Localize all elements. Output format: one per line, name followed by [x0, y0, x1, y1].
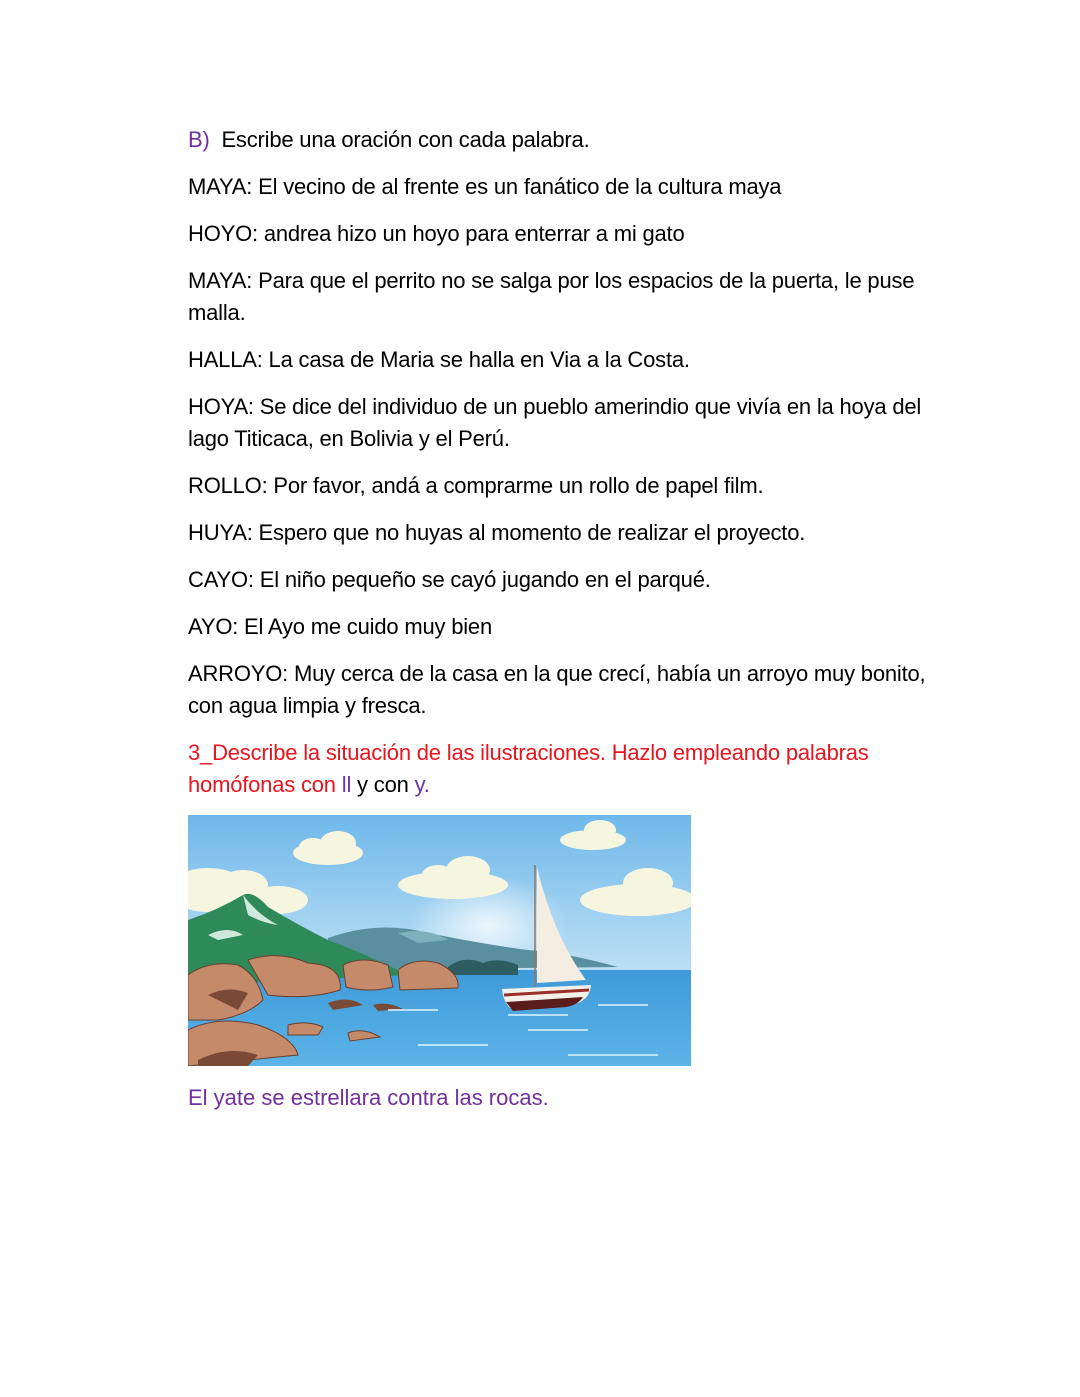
- sentence-text: El vecino de al frente es un fanático de la cultura maya: [252, 174, 782, 199]
- section-b-instruction: Escribe una oración con cada palabra.: [221, 127, 590, 152]
- sentence-huya: [188, 517, 928, 549]
- sentence-text: Para que el perrito no se salga por los espacios de la puerta, le puse malla.: [188, 268, 915, 325]
- sentence-hoyo: [188, 218, 928, 250]
- word-label: HOYO:: [188, 221, 258, 246]
- sentence-rollo: [188, 470, 928, 502]
- word-label: HUYA:: [188, 520, 253, 545]
- word-label: MAYA:: [188, 174, 253, 199]
- word-label: MAYA:: [188, 268, 253, 293]
- answer-sentence: El yate se estrellara contra las rocas.: [188, 1085, 549, 1110]
- sentence-arroyo: [188, 658, 928, 722]
- word-label: HOYA:: [188, 394, 254, 419]
- word-label: ARROYO:: [188, 661, 289, 686]
- sentence-text: Muy cerca de la casa en la que crecí, había un arroyo muy bonito, con agua limpia y fresca.: [188, 661, 926, 718]
- section-3-y: y.: [414, 772, 430, 797]
- sentence-cayo: [188, 564, 928, 596]
- section-b-heading: [188, 124, 928, 156]
- sentence-text: Se dice del individuo de un pueblo amerindio que vivía en la hoya del lago Titicaca, en Bolivia y el Perú.: [188, 394, 922, 451]
- word-label: HALLA:: [188, 347, 263, 372]
- sentence-hoya: [188, 391, 928, 455]
- sentence-text: El Ayo me cuido muy bien: [238, 614, 492, 639]
- sentence-maya-1: [188, 171, 928, 203]
- word-label: ROLLO:: [188, 473, 268, 498]
- sentence-text: El niño pequeño se cayó jugando en el parqué.: [253, 567, 711, 592]
- sentence-text: La casa de Maria se halla en Via a la Costa.: [262, 347, 690, 372]
- sentence-text: Espero que no huyas al momento de realizar el proyecto.: [252, 520, 806, 545]
- sentence-maya-2: [188, 265, 928, 329]
- sentence-text: andrea hizo un hoyo para enterrar a mi gato: [257, 221, 685, 246]
- word-label: CAYO:: [188, 567, 254, 592]
- sailboat-illustration: [188, 815, 691, 1066]
- word-label: AYO:: [188, 614, 239, 639]
- section-3-main-text: 3_Describe la situación de las ilustraciones. Hazlo empleando palabras homófonas con: [188, 740, 869, 797]
- sentence-halla: [188, 344, 928, 376]
- section-3-middle: y con: [351, 772, 415, 797]
- section-3-ll: ll: [341, 772, 352, 797]
- worksheet-page: [188, 124, 928, 1136]
- section-b-label: B): [188, 127, 210, 152]
- sentence-text: Por favor, andá a comprarme un rollo de papel film.: [267, 473, 764, 498]
- section-3-instruction: [188, 737, 928, 801]
- seascape-image: [188, 815, 691, 1066]
- sentence-ayo: [188, 611, 928, 643]
